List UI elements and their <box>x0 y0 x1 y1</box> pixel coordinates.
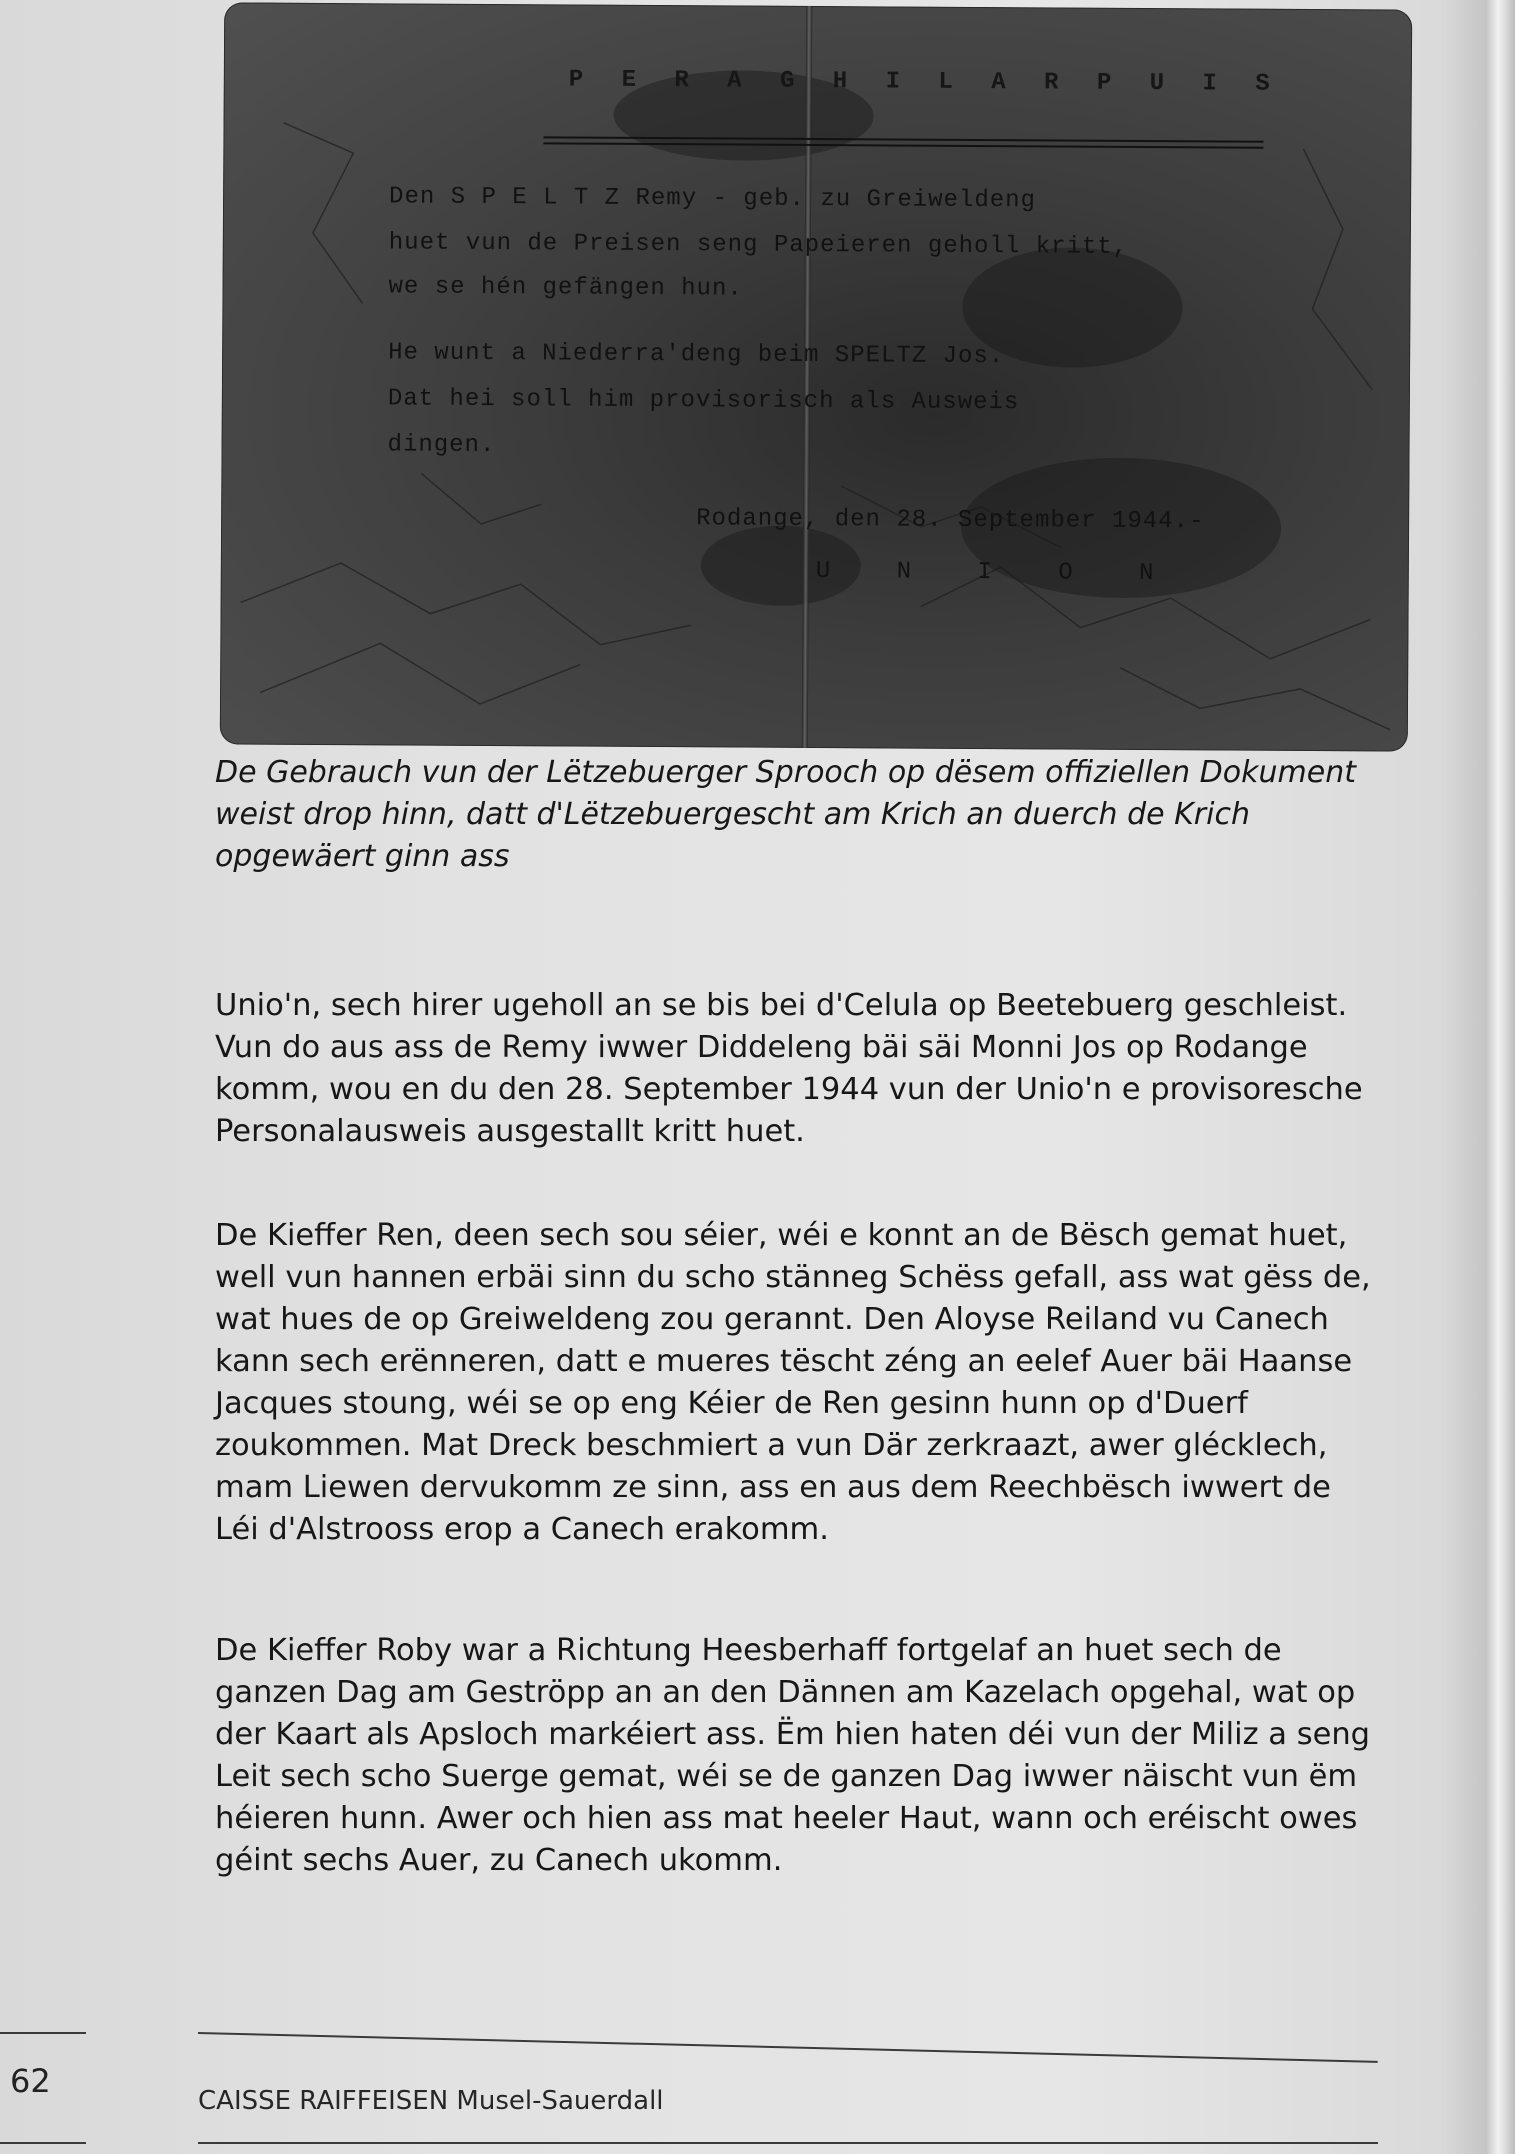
typewritten-text <box>220 2 1413 751</box>
doc-date-line: Rodange, den 28. September 1944.- <box>696 505 1205 536</box>
paragraph-line: well vun hannen erbäi sinn du scho stänneg Schëss gefall, ass wat gëss de, <box>215 1260 1371 1295</box>
doc-title-rule <box>543 136 1263 148</box>
paragraph-line: héieren hunn. Awer och hien ass mat heeler Haut, wann och eréischt owes <box>215 1801 1358 1836</box>
paragraph-line: Personalausweis ausgestallt kritt huet. <box>215 1114 805 1149</box>
doc-line-2: huet vun de Preisen seng Papeieren geholl kritt, <box>388 229 1129 261</box>
footer-rule-left-top <box>0 2032 86 2034</box>
doc-line-1: Den S P E L T Z Remy - geb. zu Greiweldeng <box>389 183 1037 215</box>
doc-line-3: we se hén gefängen hun. <box>388 273 743 303</box>
paragraph-line: ganzen Dag am Geströpp an an den Dännen am Kazelach opgehal, wat op <box>215 1675 1356 1710</box>
footer-rule-left-bottom <box>0 2142 86 2144</box>
paragraph-line: Vun do aus ass de Remy iwwer Diddeleng bäi säi Monni Jos op Rodange <box>215 1030 1308 1065</box>
document-photo <box>220 2 1413 751</box>
paragraph-line: wat hues de op Greiweldeng zou gerannt. Den Aloyse Reiland vu Canech <box>215 1302 1329 1337</box>
paragraph-line: mam Liewen dervukomm ze sinn, ass en aus dem Reechbësch iwwert de <box>215 1470 1331 1505</box>
footer-publisher: CAISSE RAIFFEISEN Musel-Sauerdall <box>198 2086 664 2116</box>
paragraph-line: Leit sech scho Suerge gemat, wéi se de ganzen Dag iwwer näischt vun ëm <box>215 1759 1358 1794</box>
doc-title: P E R A G H I L A R P U I S <box>568 66 1282 98</box>
doc-signature: U N I O N <box>815 558 1180 588</box>
paragraph-line: géint sechs Auer, zu Canech ukomm. <box>215 1843 783 1878</box>
paragraph-1 <box>215 985 1400 1153</box>
paragraph-line: zoukommen. Mat Dreck beschmiert a vun Där zerkraazt, awer glécklech, <box>215 1428 1328 1463</box>
caption-line: weist drop hinn, datt d'Lëtzebuergescht am Krich an duerch de Krich <box>215 797 1250 832</box>
page-edge <box>1487 0 1515 2154</box>
footer-rule-top <box>198 2032 1378 2063</box>
paragraph-line: Jacques stoung, wéi se op eng Kéier de Ren gesinn hunn op d'Duerf <box>215 1386 1248 1421</box>
paragraph-line: Léi d'Alstrooss erop a Canech erakomm. <box>215 1512 829 1547</box>
paragraph-line: kann sech erënneren, datt e mueres tëscht zéng an eelef Auer bäi Haanse <box>215 1344 1353 1379</box>
footer-rule-bottom <box>198 2142 1378 2144</box>
doc-line-5: Dat hei soll him provisorisch als Ausweis <box>387 385 1020 417</box>
paragraph-line: De Kieffer Roby war a Richtung Heesberhaff fortgelaf an huet sech de <box>215 1633 1282 1668</box>
photo-caption <box>215 752 1390 878</box>
doc-line-4: He wunt a Niederra'deng beim SPELTZ Jos. <box>388 339 1005 371</box>
doc-line-6: dingen. <box>387 431 496 460</box>
page-number: 62 <box>10 2062 51 2100</box>
paragraph-line: Unio'n, sech hirer ugeholl an se bis bei d'Celula op Beetebuerg geschleist. <box>215 988 1348 1023</box>
caption-line: De Gebrauch vun der Lëtzebuerger Sprooch op dësem offiziellen Dokument <box>215 755 1356 790</box>
paragraph-line: der Kaart als Apsloch markéiert ass. Ëm hien haten déi vun der Miliz a seng <box>215 1717 1371 1752</box>
paragraph-line: De Kieffer Ren, deen sech sou séier, wéi e konnt an de Bësch gemat huet, <box>215 1218 1348 1253</box>
caption-line: opgewäert ginn ass <box>215 839 510 874</box>
paragraph-2 <box>215 1215 1400 1551</box>
paragraph-3 <box>215 1630 1400 1882</box>
paragraph-line: komm, wou en du den 28. September 1944 vun der Unio'n e provisoresche <box>215 1072 1363 1107</box>
